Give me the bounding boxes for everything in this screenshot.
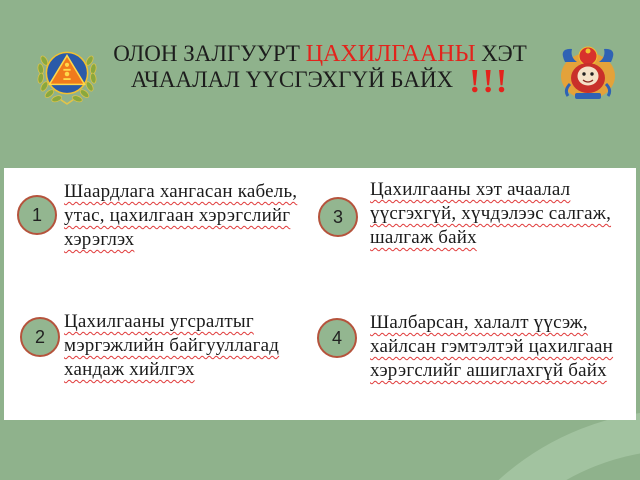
tip-text-line: хандаж хийлгэх	[64, 359, 195, 380]
tip-text-line: Шаардлага хангасан кабель,	[64, 181, 298, 202]
tip-text-line: Шалбарсан, халалт үүсэж,	[370, 312, 588, 333]
tip-text	[64, 180, 297, 252]
tip-text-line: Цахилгааны угсралтыг	[64, 311, 254, 332]
tip-text-line: мэргэжлийн байгууллагад	[64, 335, 280, 356]
tip-text-line: утас, цахилгаан хэрэгслийг	[64, 205, 291, 226]
tip-number-badge: 1	[17, 195, 57, 235]
tip-number-badge: 2	[20, 317, 60, 357]
tip-text	[64, 310, 279, 382]
tip-text-line: хэрэглэх	[64, 229, 135, 250]
tip-text-line: хэрэгслийг ашиглахгүй байх	[370, 360, 607, 381]
tip-text-line: шалгаж байх	[370, 227, 477, 248]
tip-number-badge: 4	[317, 318, 357, 358]
tip-text-line: Цахилгааны хэт ачаалал	[370, 179, 571, 200]
title-exclamation: !!!	[469, 63, 510, 100]
tip-text-line: үүсгэхгүй, хүчдэлээс салгаж,	[370, 203, 612, 224]
tip-text	[370, 178, 611, 250]
content-panel	[4, 168, 636, 420]
mascot-emblem-icon	[556, 40, 620, 104]
title-text: ХЭТ	[481, 41, 527, 66]
title-line-2	[90, 63, 550, 100]
title-highlight: ЦАХИЛГААНЫ	[305, 41, 476, 67]
tip-text-line: хайлсан гэмтэлтэй цахилгаан	[370, 336, 614, 357]
title-text: ОЛОН ЗАЛГУУРТ	[113, 41, 300, 66]
title-text: АЧААЛАЛ ҮҮСГЭХГҮЙ БАЙХ	[130, 67, 454, 92]
slide-title	[90, 41, 550, 100]
tip-number-badge: 3	[318, 197, 358, 237]
tip-text	[370, 311, 613, 383]
